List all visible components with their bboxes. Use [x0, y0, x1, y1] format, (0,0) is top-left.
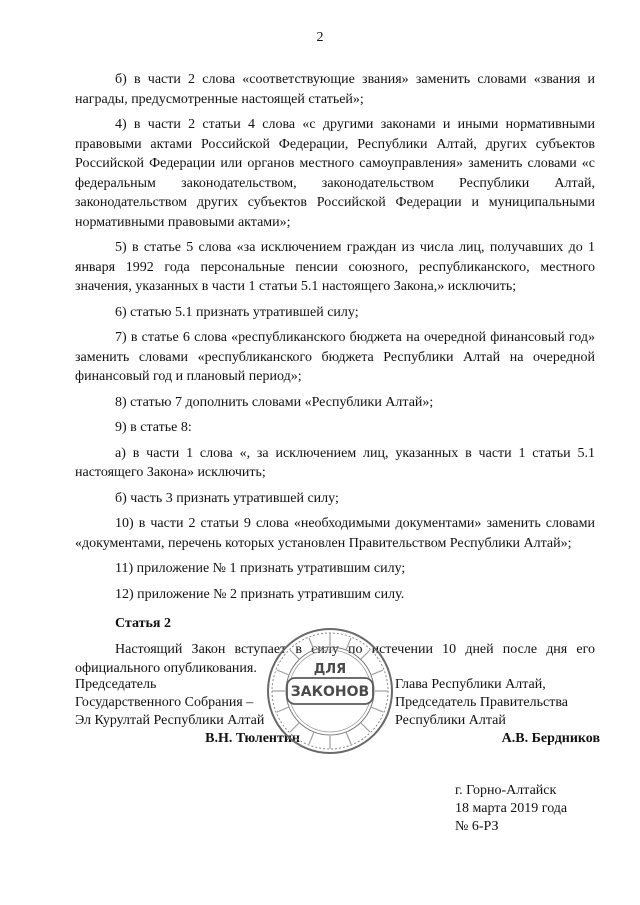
paragraph: 6) статью 5.1 признать утратившей силу;: [115, 304, 359, 320]
signature-title-line: Государственного Собрания –: [75, 695, 254, 710]
signature-title-line: Республики Алтай: [395, 713, 506, 728]
paragraph: 11) приложение № 1 признать утратившим силу;: [115, 561, 406, 576]
signature-title-line: Председатель: [75, 677, 157, 692]
article-heading: Статья 2: [115, 616, 171, 631]
stamp-text-main: ЗАКОНОВ: [290, 684, 370, 700]
law-number: № 6-РЗ: [455, 819, 499, 834]
paragraph: 8) статью 7 дополнить словами «Республики Алтай»;: [115, 394, 434, 410]
paragraph: 5) в статье 5 слова «за исключением граждан из числа лиц, получавших до 1 января 1992 года персональные пенсии союзного, республиканского, местного значения, указанных в части 1 статьи 5.1 настоящего Закона,» исключить;: [75, 240, 595, 294]
paragraph: а) в части 1 слова «, за исключением лиц, указанных в части 1 статьи 5.1 настоящего Закона» исключить;: [75, 445, 595, 480]
document-footer: [455, 782, 567, 836]
signatory-name: А.В. Бердников: [501, 731, 600, 746]
paragraph: 12) приложение № 2 признать утратившим силу.: [115, 586, 405, 602]
document-body: [75, 70, 595, 685]
official-stamp: [265, 626, 395, 756]
stamp-text-top: ДЛЯ: [313, 662, 347, 677]
signature-title-line: Эл Курултай Республики Алтай: [75, 713, 265, 728]
signatory-name: В.Н. Тюлентин: [205, 731, 300, 746]
paragraph: 4) в части 2 статьи 4 слова «с другими законами и иными нормативными правовыми актами Российской Федерации, Республики Алтай, других субъектов Российской Федерации или органов местного самоуправления» заменить словами «с федеральным законодательством, законодательством Республики Алтай, законодательством других субъектов Российской Федерации и муниципальными нормативными правовыми актами»;: [75, 117, 595, 230]
adoption-date: 18 марта 2019 года: [455, 801, 568, 816]
paragraph: 9) в статье 8:: [115, 420, 192, 435]
paragraph: 7) в статье 6 слова «республиканского бюджета на очередной финансовый год» заменить словами «республиканского бюджета Республики Алтай на очередной финансовый год и плановый период»;: [75, 330, 595, 384]
signature-title-line: Глава Республики Алтай,: [395, 677, 546, 692]
place-of-adoption: г. Горно-Алтайск: [455, 783, 557, 798]
article-text: Настоящий Закон вступает в силу по истечении 10 дней после дня его официального опубликования.: [75, 641, 595, 676]
signature-title-line: Председатель Правительства: [395, 695, 568, 710]
paragraph: 10) в части 2 статьи 9 слова «необходимыми документами» заменить словами «документами, перечень которых установлен Правительством Республики Алтай»;: [75, 516, 595, 551]
paragraph: б) часть 3 признать утратившей силу;: [115, 490, 339, 506]
page-number: 2: [316, 30, 324, 45]
signature-right: [395, 676, 600, 748]
paragraph: б) в части 2 слова «соответствующие звания» заменить словами «звания и награды, предусмотренные настоящей статьей»;: [75, 72, 595, 107]
